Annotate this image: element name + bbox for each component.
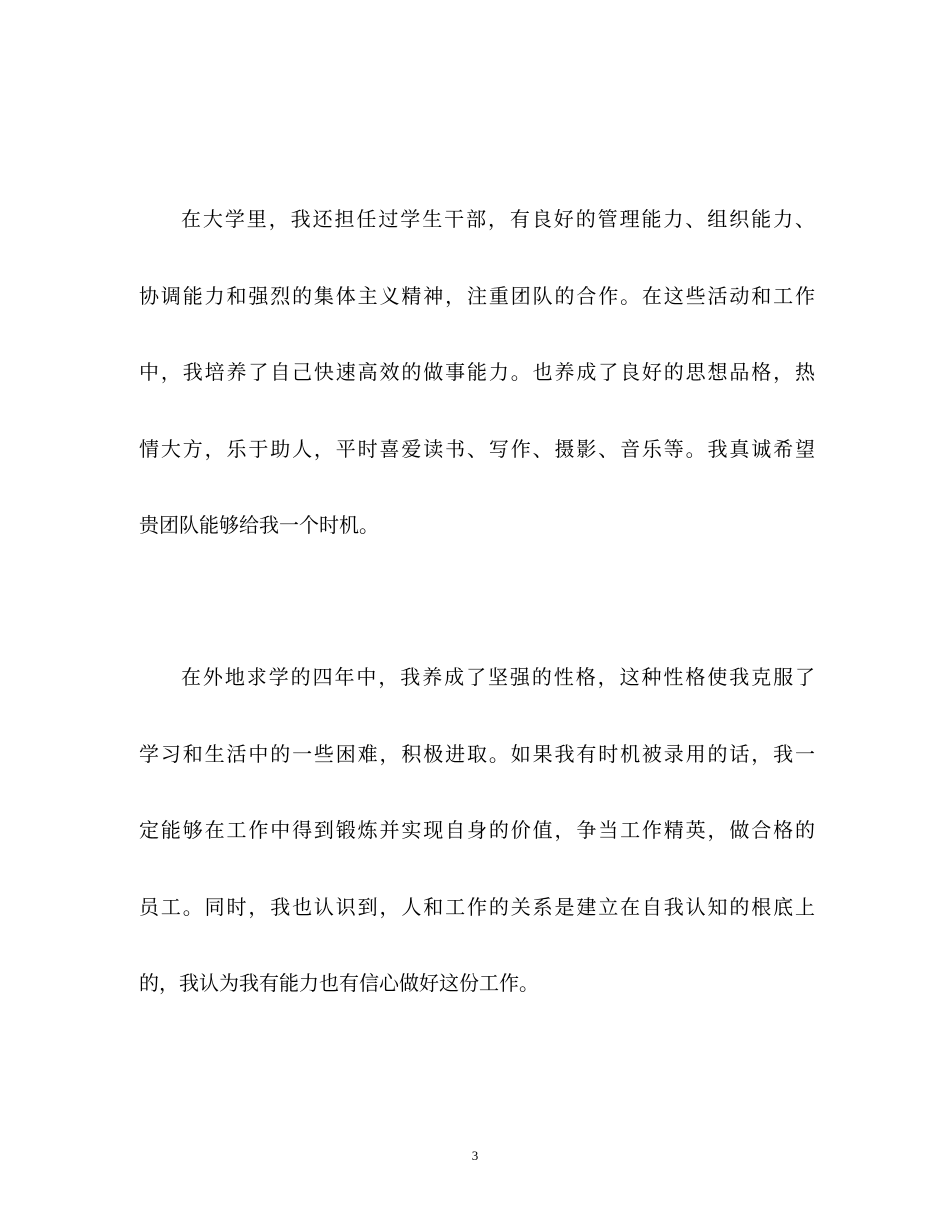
paragraph-line: 在大学里，我还担任过学生干部，有良好的管理能力、组织能力、 [181,207,815,231]
paragraph-2 [139,655,815,1005]
paragraph-line: 协调能力和强烈的集体主义精神，注重团队的合作。在这些活动和工作 [139,283,815,308]
paragraph-line: 中，我培养了自己快速高效的做事能力。也养成了良好的思想品格，热 [139,360,815,384]
page-number: 3 [471,1148,479,1163]
paragraph-line: 情大方，乐于助人，平时喜爱读书、写作、摄影、音乐等。我真诚希望 [139,436,815,461]
paragraph-line: 的，我认为我有能力也有信心做好这份工作。 [139,971,539,995]
paragraph-line: 在外地求学的四年中，我养成了坚强的性格，这种性格使我克服了 [181,665,815,689]
document-body [139,197,815,1005]
paragraph-line: 定能够在工作中得到锻炼并实现自身的价值，争当工作精英，做合格的 [139,818,815,842]
paragraph-line: 学习和生活中的一些困难，积极进取。如果我有时机被录用的话，我一 [139,741,815,766]
paragraph-1 [139,197,815,547]
paragraph-line: 员工。同时，我也认识到，人和工作的关系是建立在自我认知的根底上 [139,894,815,919]
paragraph-line: 贵团队能够给我一个时机。 [139,513,379,537]
